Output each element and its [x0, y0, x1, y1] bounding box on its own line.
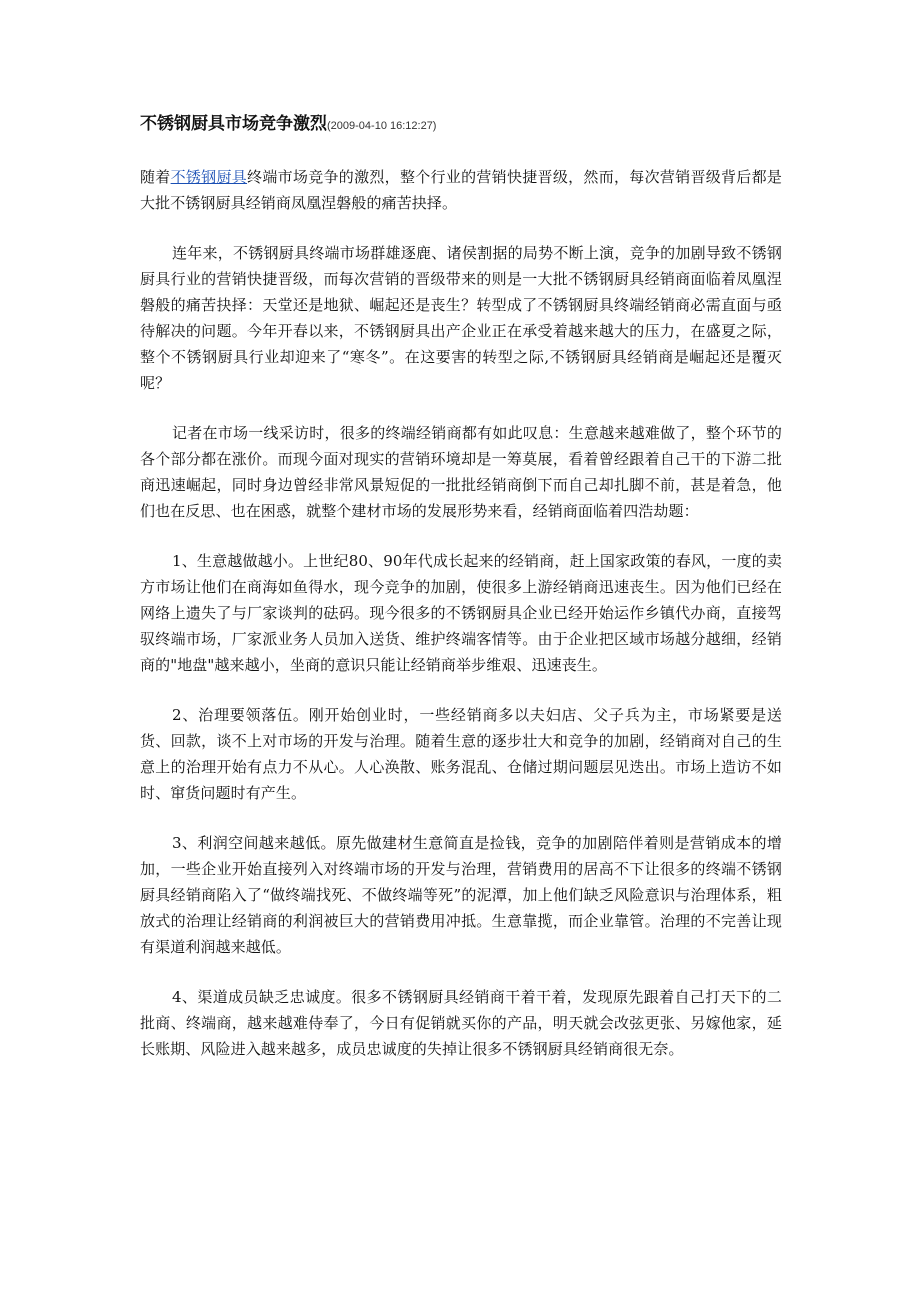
body-paragraph-6: 4、渠道成员缺乏忠诚度。很多不锈钢厨具经销商干着干着，发现原先跟着自己打天下的二批商、终端商，越来越难侍奉了，今日有促销就买你的产品，明天就会改弦更张、另嫁他家，延长账期、风险进入越来越多，成员忠诚度的失掉让很多不锈钢厨具经销商很无奈。 [140, 988, 782, 1058]
body-paragraph-2: 记者在市场一线采访时，很多的终端经销商都有如此叹息：生意越来越难做了，整个环节的各个部分都在涨价。而现今面对现实的营销环境却是一筹莫展，看着曾经跟着自己干的下游二批商迅速崛起，同时身边曾经非常风景短促的一批批经销商倒下而自己却扎脚不前，甚是着急，他们也在反思、也在困惑，就整个建材市场的发展形势来看，经销商面临着四浩劫题： [140, 424, 782, 520]
body-paragraph-5: 3、利润空间越来越低。原先做建材生意简直是捡钱，竞争的加剧陪伴着则是营销成本的增加，一些企业开始直接列入对终端市场的开发与治理，营销费用的居高不下让很多的终端不锈钢厨具经销商陷入了“做终端找死、不做终端等死”的泥潭，加上他们缺乏风险意识与治理体系，粗放式的治理让经销商的利润被巨大的营销费用冲抵。生意靠揽，而企业靠管。治理的不完善让现有渠道利润越来越低。 [140, 834, 782, 956]
body-paragraph-1: 连年来，不锈钢厨具终端市场群雄逐鹿、诸侯割据的局势不断上演，竞争的加剧导致不锈钢厨具行业的营销快捷晋级，而每次营销的晋级带来的则是一大批不锈钢厨具经销商面临着凤凰涅磐般的痛苦抉择：天堂还是地狱、崛起还是丧生？转型成了不锈钢厨具终端经销商必需直面与亟待解决的问题。今年开春以来，不锈钢厨具出产企业正在承受着越来越大的压力，在盛夏之际，整个不锈钢厨具行业却迎来了“寒冬”。在这要害的转型之际,不锈钢厨具经销商是崛起还是覆灭呢？ [140, 244, 782, 392]
article [140, 110, 782, 1086]
intro-suffix: 终端市场竞争的激烈，整个行业的营销快捷晋级，然而，每次营销晋级背后都是大批不锈钢厨具经销商凤凰涅磐般的痛苦抉择。 [140, 168, 782, 212]
body-paragraph-4: 2、治理要领落伍。刚开始创业时，一些经销商多以夫妇店、父子兵为主，市场紧要是送货、回款，谈不上对市场的开发与治理。随着生意的逐步壮大和竞争的加剧，经销商对自己的生意上的治理开始有点力不从心。人心涣散、账务混乱、仓储过期问题层见迭出。市场上造访不如时、窜货问题时有产生。 [140, 706, 782, 802]
intro-paragraph [140, 164, 782, 216]
intro-prefix: 随着 [140, 168, 171, 186]
body-paragraph-3: 1、生意越做越小。上世纪80、90年代成长起来的经销商，赶上国家政策的春风，一度的卖方市场让他们在商海如鱼得水，现今竞争的加剧，使很多上游经销商迅速丧生。因为他们已经在网络上遗失了与厂家谈判的砝码。现今很多的不锈钢厨具企业已经开始运作乡镇代办商，直接驾驭终端市场，厂家派业务人员加入送货、维护终端客情等。由于企业把区域市场越分越细，经销商的"地盘"越来越小，坐商的意识只能让经销商举步维艰、迅速丧生。 [140, 552, 782, 674]
article-title: 不锈钢厨具市场竞争激烈 [140, 114, 327, 134]
article-timestamp: (2009-04-10 16:12:27) [327, 120, 437, 132]
keyword-link[interactable]: 不锈钢厨具 [170, 168, 248, 186]
article-header [140, 110, 782, 140]
